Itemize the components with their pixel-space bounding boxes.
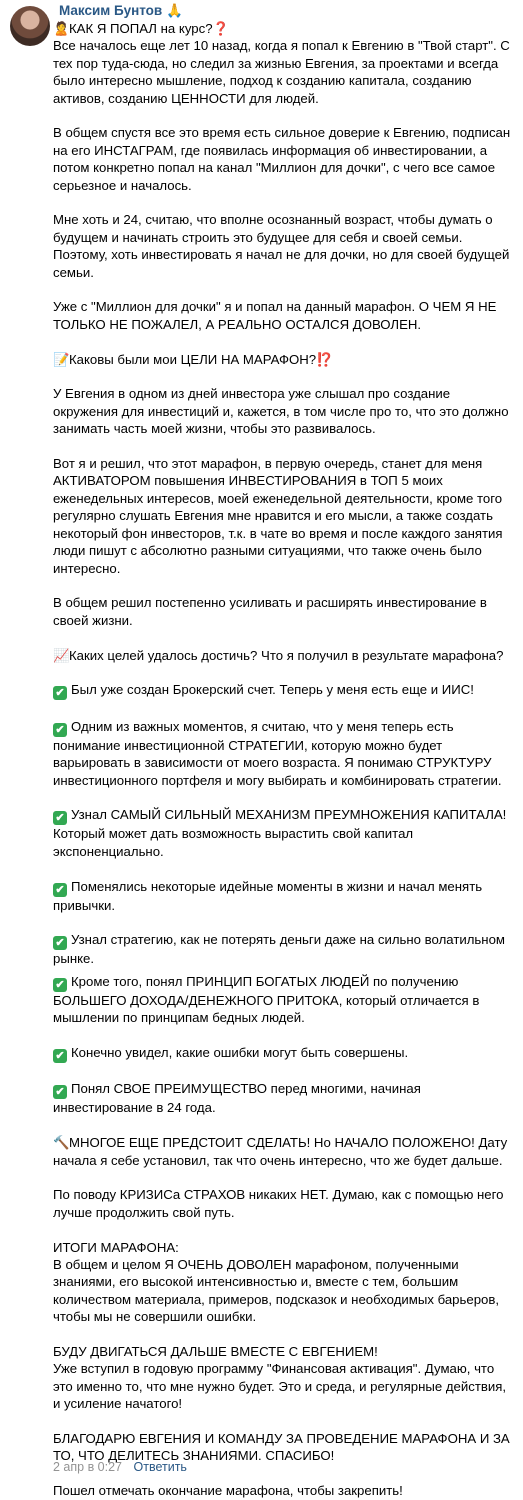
memo-icon: 📝 (53, 351, 70, 367)
author-name[interactable] (59, 2, 183, 20)
check-icon: ✔ (53, 1085, 67, 1099)
paragraph: У Евгения в одном из дней инвестора уже слышал про создание окружения для инвестиций и, кажется, в том числе про то, что это должно занимать часть моей жизни, чтобы это развивалось. (53, 386, 509, 437)
paragraph: Вот я и решил, что этот марафон, в первую очередь, станет для меня АКТИВАТОРОМ повышения ИНВЕСТИРОВАНИЯ в ТОП 5 моих еженедельных интересов, моей еженедельной деятельности, кроме того регулярно слушать Евгения мне нравится и его мысли, а также создать некоторый фон инвесторов, т.к. в чате во время и после каждого занятия люди пишут с абсолютно разными ситуациями, что также очень было интересно. (53, 456, 503, 576)
paragraph: ИТОГИ МАРАФОНА: В общем и целом Я ОЧЕНЬ ДОВОЛЕН марафоном, полученными знаниями, его высокой интенсивностью и, вместе с тем, большим количеством материала, примеров, подсказок и необходимых барьеров, чтобы мы не совершили ошибки. (53, 1239, 500, 1325)
person-icon: 🙎 (53, 21, 70, 36)
paragraph: ✔ Понял СВОЕ ПРЕИМУЩЕСТВО перед многими, начиная инвестирование в 24 года. (53, 1081, 421, 1116)
paragraph: По поводу КРИЗИСа СТРАХОВ никаких НЕТ. Думаю, как с помощью него лучше продолжить свой путь. (53, 1187, 504, 1220)
chart-up-icon: 📈 (53, 647, 70, 663)
paragraph: 🔨МНОГОЕ ЕЩЕ ПРЕДСТОИТ СДЕЛАТЬ! Но НАЧАЛО ПОЛОЖЕНО! Дату начала я себе установил, так что очень интересно, что же будет дальше. (53, 1135, 508, 1168)
paragraph: ✔ Поменялись некоторые идейные моменты в жизни и начал менять привычки. (53, 878, 483, 913)
paragraph: ✔ Конечно увидел, какие ошибки могут быть совершены. (53, 1044, 515, 1063)
paragraph: 📈Каких целей удалось достичь? Что я получил в результате марафона? (53, 647, 504, 663)
pray-icon: 🙏 (165, 3, 183, 18)
avatar[interactable] (10, 6, 50, 46)
check-icon: ✔ (53, 811, 67, 825)
paragraph: ✔ Узнал САМЫЙ СИЛЬНЫЙ МЕХАНИЗМ ПРЕУМНОЖЕНИЯ КАПИТАЛА! Который может дать возможность вырастить свой капитал экспоненциально. (53, 807, 507, 859)
comment-footer (53, 1459, 187, 1476)
reply-button[interactable]: Ответить (133, 1460, 187, 1474)
paragraph: 📝Каковы были мои ЦЕЛИ НА МАРАФОН?⁉️ (53, 351, 333, 367)
paragraph: ✔ Одним из важных моментов, я считаю, что у меня теперь есть понимание инвестиционной СТРАТЕГИИ, которую можно будет варьировать в зависимости от моего возраста. Я понимаю СТРУКТУРУ инвестиционного портфеля и могу выбирать и комбинировать стратегии. (53, 718, 502, 788)
paragraph: Уже с "Миллион для дочки" я и попал на данный марафон. О ЧЕМ Я НЕ ТОЛЬКО НЕ ПОЖАЛЕЛ, А РЕАЛЬНО ОСТАЛСЯ ДОВОЛЕН. (53, 299, 497, 332)
check-icon: ✔ (53, 936, 67, 950)
check-icon: ✔ (53, 978, 67, 992)
check-icon: ✔ (53, 723, 67, 737)
paragraph: В общем спустя все это время есть сильное доверие к Евгению, подписан на его ИНСТАГРАМ, где появилась информация об инвестировании, а потом конкретно попал на канал "Миллион для дочки", с чего все самое серьезное и началось. (53, 125, 511, 193)
paragraph: ✔ Был уже создан Брокерский счет. Теперь у меня есть еще и ИИС! (53, 681, 515, 700)
author-name-text[interactable]: Максим Бунтов (59, 3, 163, 18)
check-icon: ✔ (53, 686, 67, 700)
paragraph: ✔ Узнал стратегию, как не потерять деньги даже на сильно волатильном рынке. (53, 932, 505, 967)
paragraph: Мне хоть и 24, считаю, что вполне осознанный возраст, чтобы думать о будущем и начинать строить это будущее для себя и своей семьи. Поэтому, хоть инвестировать я начал не для дочки, но для своей будущей семьи. (53, 212, 510, 280)
paragraph: БЛАГОДАРЮ ЕВГЕНИЯ И КОМАНДУ ЗА ПРОВЕДЕНИЕ МАРАФОНА И ЗА ТО, ЧТО ДЕЛИТЕСЬ ЗНАНИЯМИ. СПАСИБО! (53, 1430, 510, 1464)
check-icon: ✔ (53, 1049, 67, 1063)
paragraph: БУДУ ДВИГАТЬСЯ ДАЛЬШЕ ВМЕСТЕ С ЕВГЕНИЕМ! Уже вступил в годовую программу "Финансовая активация". Думаю, что это именно то, что мне нужно будет. Это и среда, и регулярные действия, и усиление начатого! (53, 1343, 507, 1412)
question-icon: ❓ (212, 21, 229, 36)
paragraph: 🙎КАК Я ПОПАЛ на курс?❓ Все началось еще лет 10 назад, когда я попал к Евгению в "Твой старт". С тех пор туда-сюда, но следил за жизнью Евгения, за проектами и всегда было интересно мышление, подход к созданию капитала, созданию активов, созданию ЦЕННОСТИ для людей. (53, 21, 510, 106)
hammer-icon: 🔨 (53, 1135, 70, 1151)
paragraph: ✔ Кроме того, понял ПРИНЦИП БОГАТЫХ ЛЮДЕЙ по получению БОЛЬШЕГО ДОХОДА/ДЕНЕЖНОГО ПРИТОКА, который отличается в мышлении по принципам бедных людей. (53, 973, 480, 1026)
comment-text (53, 20, 515, 1500)
paragraph: Пошел отмечать окончание марафона, чтобы закрепить! (53, 1483, 403, 1499)
comment-date[interactable]: 2 апр в 0:27 (53, 1460, 123, 1474)
check-icon: ✔ (53, 883, 67, 897)
exclamation-question-icon: ⁉️ (316, 351, 333, 367)
paragraph: В общем решил постепенно усиливать и расширять инвестирование в своей жизни. (53, 595, 487, 628)
